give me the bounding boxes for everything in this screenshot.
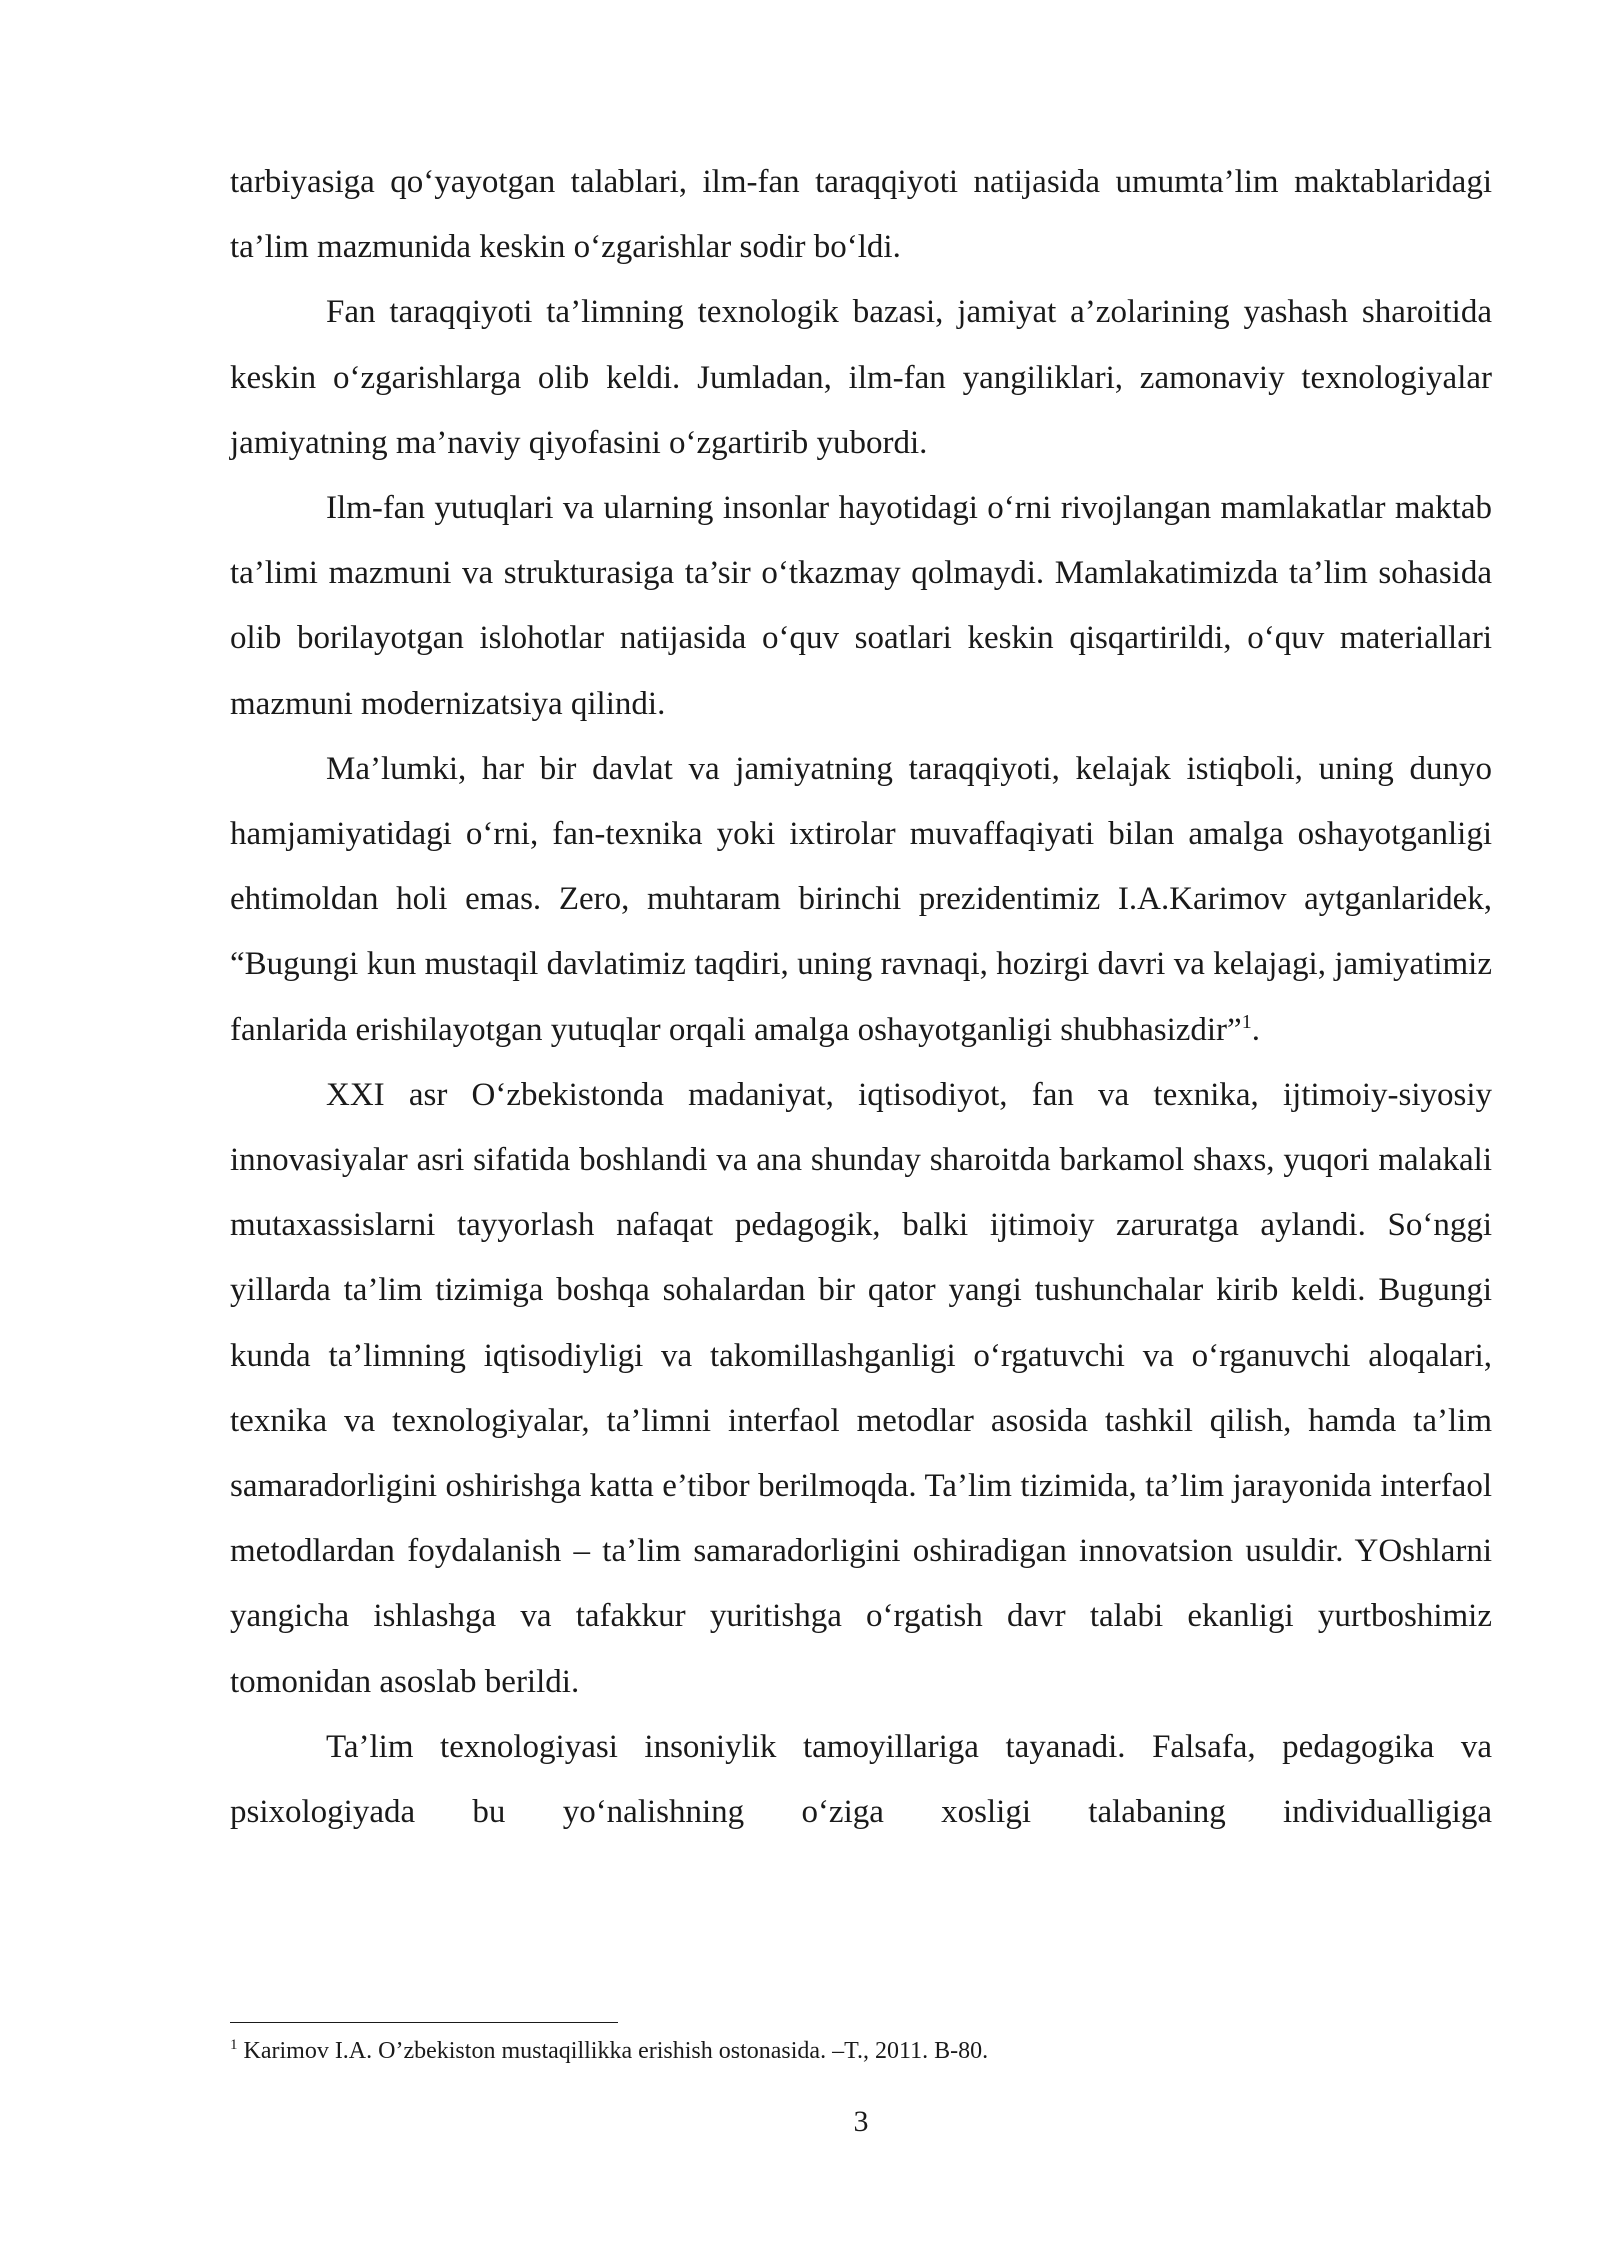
footnote-text: Karimov I.A. O’zbekiston mustaqillikka erishish ostonasida. –T., 2011. B-80. [243,2038,989,2064]
footnote-reference[interactable]: 1 [1241,1010,1252,1033]
paragraph-4-text: Ma’lumki, har bir davlat va jamiyatning taraqqiyoti, kelajak istiqboli, uning dunyo hamjamiyatidagi o‘rni, fan-texnika yoki ixtirolar muvaffaqiyati bilan amalga oshayotganligi ehtimoldan holi emas. Zero, muhtaram birinchi prezidentimiz I.A.Karimov aytganlaridek, “Bugungi kun mustaqil davlatimiz taqdiri, uning ravnaqi, hozirgi davri va kelajagi, jamiyatimiz fanlarida erishilayotgan yutuqlar orqali amalga oshayotganligi shubhasizdir” [230,750,1492,1048]
page-number: 3 [853,2105,869,2138]
footnote [230,2034,1492,2068]
paragraph-4-end: . [1251,1011,1260,1048]
footnote-number: 1 [230,2037,238,2053]
paragraph-3: Ilm-fan yutuqlari va ularning insonlar hayotidagi o‘rni rivojlangan mamlakatlar maktab ta’limi mazmuni va strukturasiga ta’sir o‘tkazmay qolmaydi. Mamlakatimizda ta’lim sohasida olib borilayotgan islohotlar natijasida o‘quv soatlari keskin qisqartirildi, o‘quv materiallari mazmuni modernizatsiya qilindi. [230,490,1492,722]
paragraph-6: Ta’lim texnologiyasi insoniylik tamoyillariga tayanadi. Falsafa, pedagogika va psixologiyada bu yo‘nalishning o‘ziga xosligi talabaning individualligiga [230,1728,1492,1831]
footnote-separator [230,2022,618,2023]
paragraph-4 [230,737,1492,1063]
paragraph-2: Fan taraqqiyoti ta’limning texnologik bazasi, jamiyat a’zolarining yashash sharoitida keskin o‘zgarishlarga olib keldi. Jumladan, ilm-fan yangiliklari, zamonaviy texnologiyalar jamiyatning ma’naviy qiyofasini o‘zgartirib yubordi. [230,294,1492,461]
body-text [230,150,1492,1845]
paragraph-5: XXI asr O‘zbekistonda madaniyat, iqtisodiyot, fan va texnika, ijtimoiy-siyosiy innovasiyalar asri sifatida boshlandi va ana shunday sharoitda barkamol shaxs, yuqori malakali mutaxassislarni tayyorlash nafaqat pedagogik, balki ijtimoiy zaruratga aylandi. So‘nggi yillarda ta’lim tizimiga boshqa sohalardan bir qator yangi tushunchalar kirib keldi. Bugungi kunda ta’limning iqtisodiyligi va takomillashganligi o‘rgatuvchi va o‘rganuvchi aloqalari, texnika va texnologiyalar, ta’limni interfaol metodlar asosida tashkil qilish, hamda ta’lim samaradorligini oshirishga katta e’tibor berilmoqda. Ta’lim tizimida, ta’lim jarayonida interfaol metodlardan foydalanish – ta’lim samaradorligini oshiradigan innovatsion usuldir. YOshlarni yangicha ishlashga va tafakkur yuritishga o‘rgatish davr talabi ekanligi yurtboshimiz tomonidan asoslab berildi. [230,1076,1492,1700]
paragraph-1: tarbiyasiga qo‘yayotgan talablari, ilm-fan taraqqiyoti natijasida umumta’lim maktablaridagi ta’lim mazmunida keskin o‘zgarishlar sodir bo‘ldi. [230,164,1492,266]
